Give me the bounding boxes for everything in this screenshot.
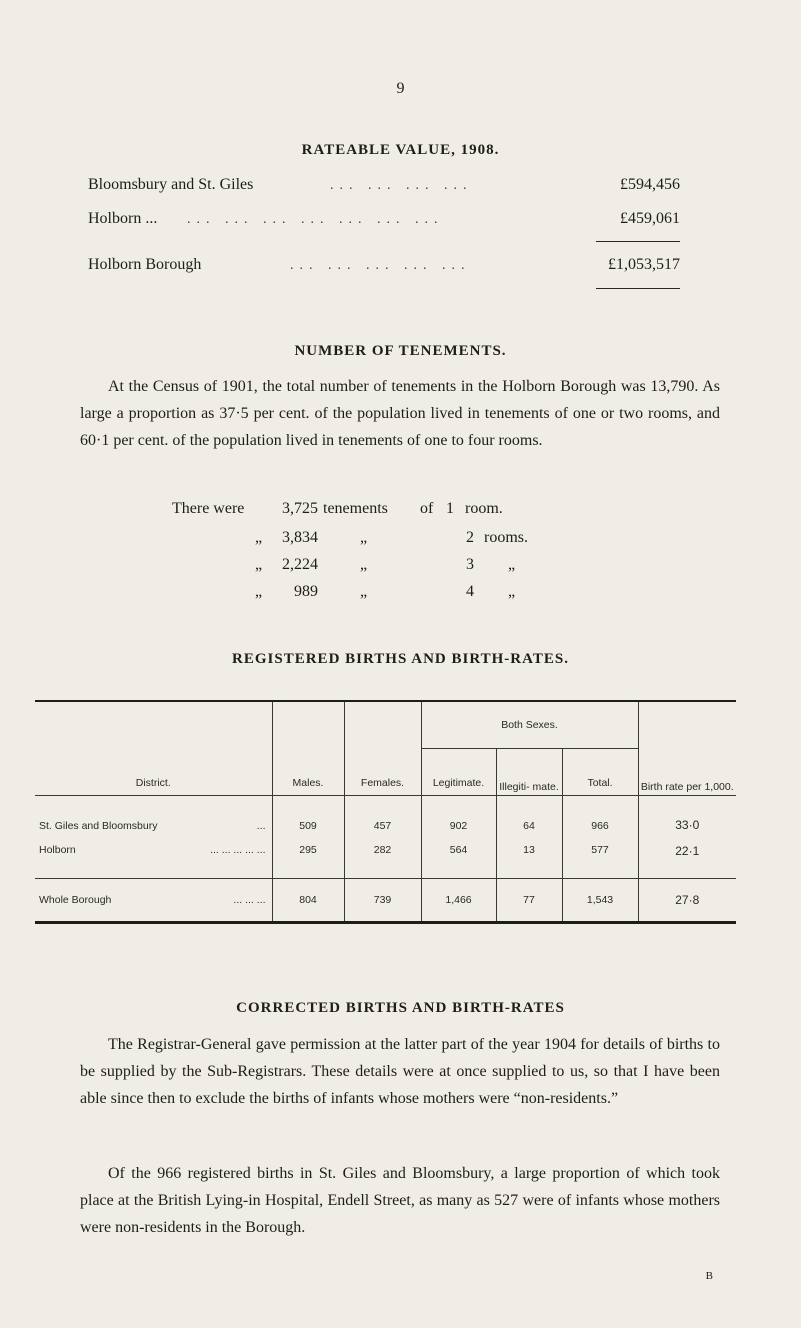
total-cell: 577 — [562, 836, 638, 879]
header-both-sexes: Both Sexes. — [421, 701, 638, 749]
rateable-row-label: Holborn ... — [88, 210, 158, 227]
legitimate-cell: 564 — [421, 836, 496, 879]
rate-cell: 22·1 — [638, 836, 736, 879]
illegitimate-cell: 64 — [496, 796, 562, 837]
total-rule — [596, 288, 680, 289]
births-table — [35, 700, 736, 924]
rateable-row-label: Bloomsbury and St. Giles — [88, 176, 254, 193]
leader-dots: ... ... ... ... ... — [210, 844, 266, 856]
table-row — [35, 879, 736, 923]
tenements-paragraph — [80, 373, 720, 454]
tenement-unit: „ — [508, 583, 516, 600]
tenement-prefix: „ — [255, 529, 263, 546]
district-cell — [35, 796, 272, 837]
header-legitimate: Legitimate. — [421, 749, 496, 796]
corrected-paragraph-1 — [80, 1031, 720, 1112]
page-number: 9 — [396, 80, 405, 97]
males-cell: 509 — [272, 796, 344, 837]
females-cell: 282 — [344, 836, 421, 879]
tenement-count: 989 — [294, 583, 318, 600]
rate-cell: 27·8 — [638, 879, 736, 923]
header-total: Total. — [562, 749, 638, 796]
rate-cell: 33·0 — [638, 796, 736, 837]
tenement-count: 3,834 — [282, 529, 318, 546]
header-males: Males. — [272, 701, 344, 796]
tenement-count: 2,224 — [282, 556, 318, 573]
total-cell: 966 — [562, 796, 638, 837]
district-name: Whole Borough — [39, 894, 112, 906]
legitimate-cell: 902 — [421, 796, 496, 837]
tenement-count: 3,725 — [282, 500, 318, 517]
district-name: St. Giles and Bloomsbury — [39, 820, 158, 832]
rateable-row-value: £1,053,517 — [608, 256, 680, 273]
tenement-word: tenements — [323, 500, 388, 517]
corrected-paragraph-2-text: Of the 966 registered births in St. Giles and Bloomsbury, a large proportion of which took place at the British Lying-in Hospital, Endell Street, as many as 527 were of infants whose mothers were non-residents in the Borough. — [80, 1165, 720, 1236]
tenement-rooms: 3 — [466, 556, 474, 573]
district-cell — [35, 836, 272, 879]
tenements-heading: NUMBER OF TENEMENTS. — [294, 343, 507, 359]
males-cell: 295 — [272, 836, 344, 879]
illegitimate-cell: 77 — [496, 879, 562, 923]
rateable-value-heading: RATEABLE VALUE, 1908. — [301, 142, 500, 158]
tenement-unit: room. — [465, 500, 503, 517]
district-name: Holborn — [39, 844, 76, 856]
district-cell — [35, 879, 272, 923]
leader-dots: ... ... ... ... ... ... ... — [187, 212, 444, 227]
tenement-of: of — [420, 500, 434, 517]
tenements-paragraph-text: At the Census of 1901, the total number of tenements in the Holborn Borough was 13,790. As large a proportion as 37·5 per cent. of the population lived in tenements of one or two rooms, and 60·1 per cent. of the population lived in tenements of one to four rooms. — [80, 378, 720, 449]
corrected-heading: CORRECTED BIRTHS AND BIRTH-RATES — [236, 1000, 565, 1016]
leader-dots: ... ... ... — [233, 894, 266, 906]
corrected-paragraph-1-text: The Registrar-General gave permission at the latter part of the year 1904 for details of births to be supplied by the Sub-Registrars. These details were at once supplied to us, so that I have been able since then to exclude the births of infants whose mothers were “non-residents.” — [80, 1036, 720, 1107]
total-cell: 1,543 — [562, 879, 638, 923]
tenement-word: „ — [360, 556, 368, 573]
tenement-prefix: „ — [255, 556, 263, 573]
rateable-row-label: Holborn Borough — [88, 256, 202, 273]
males-cell: 804 — [272, 879, 344, 923]
illegitimate-cell: 13 — [496, 836, 562, 879]
tenement-word: „ — [360, 529, 368, 546]
females-cell: 457 — [344, 796, 421, 837]
header-birth-rate: Birth rate per 1,000. — [638, 701, 736, 796]
header-illegitimate: Illegiti- mate. — [496, 749, 562, 796]
legitimate-cell: 1,466 — [421, 879, 496, 923]
births-heading: REGISTERED BIRTHS AND BIRTH-RATES. — [232, 651, 569, 667]
tenement-rooms: 4 — [466, 583, 474, 600]
leader-dots: ... — [256, 820, 266, 832]
header-district: District. — [35, 701, 272, 796]
tenement-unit: rooms. — [484, 529, 528, 546]
sum-rule — [596, 241, 680, 242]
tenement-prefix: „ — [255, 583, 263, 600]
females-cell: 739 — [344, 879, 421, 923]
table-row — [35, 796, 736, 837]
tenement-rooms: 1 — [446, 500, 454, 517]
corrected-paragraph-2 — [80, 1160, 720, 1241]
rateable-row-value: £459,061 — [620, 210, 680, 227]
rateable-row-value: £594,456 — [620, 176, 680, 193]
header-females: Females. — [344, 701, 421, 796]
table-row — [35, 836, 736, 879]
tenement-prefix: There were — [172, 500, 245, 517]
leader-dots: ... ... ... ... ... — [290, 258, 471, 273]
tenement-rooms: 2 — [466, 529, 474, 546]
tenement-unit: „ — [508, 556, 516, 573]
tenement-word: „ — [360, 583, 368, 600]
signature-mark: B — [705, 1270, 713, 1282]
leader-dots: ... ... ... ... — [330, 178, 473, 193]
